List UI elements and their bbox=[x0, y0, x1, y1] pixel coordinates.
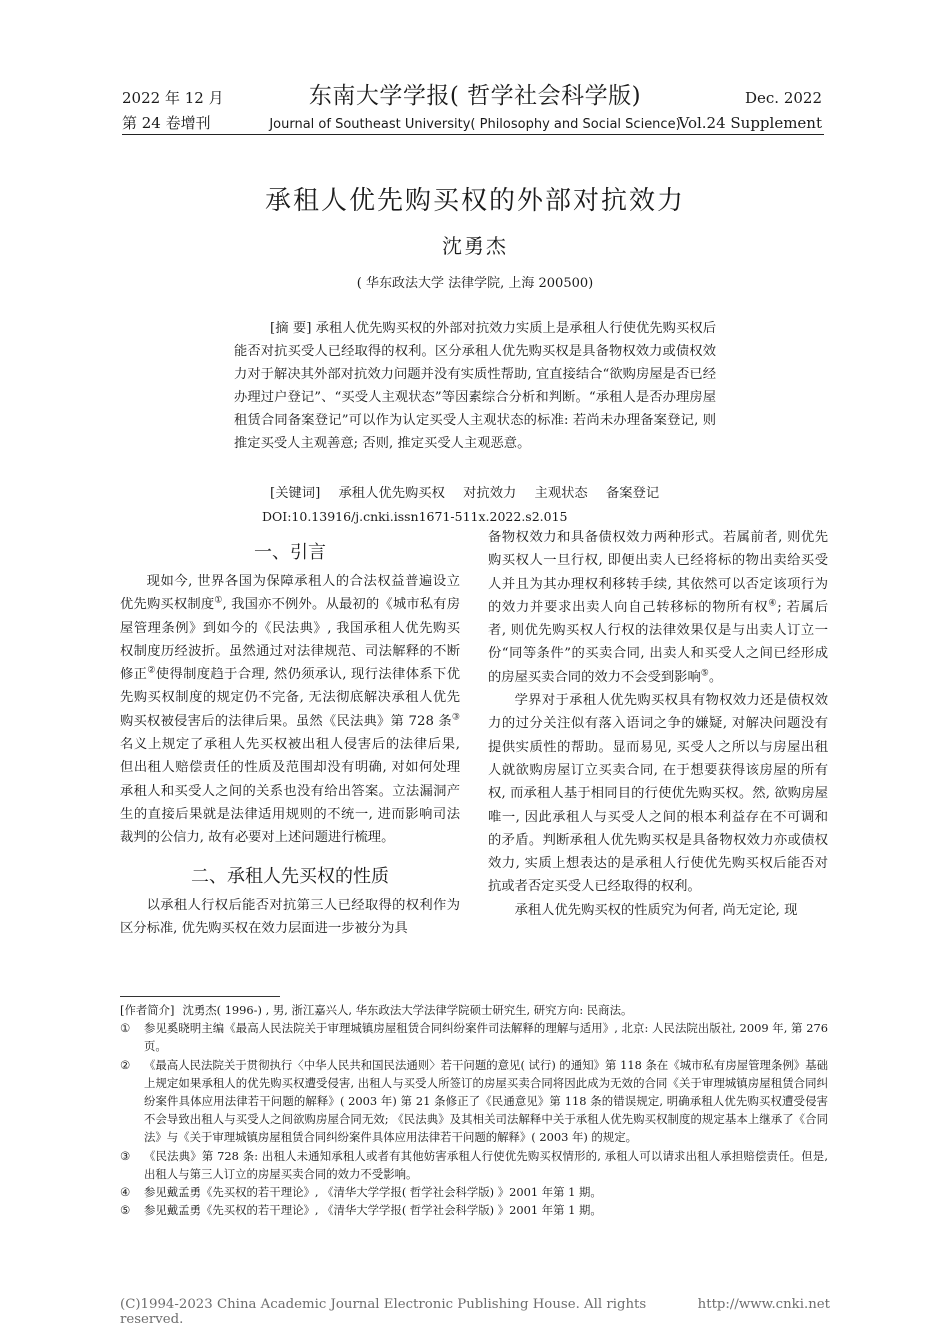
footnote-item bbox=[120, 1019, 828, 1055]
header-rule bbox=[122, 134, 824, 135]
keyword-item: 承租人优先购买权 bbox=[338, 486, 445, 501]
author-note-text: 沈勇杰( 1996-) , 男, 浙江嘉兴人, 华东政法大学法律学院硕士研究生, 研究方向: 民商法。 bbox=[182, 1003, 633, 1017]
body-paragraph: 承租人优先购买权的性质究为何者, 尚无定论, 现 bbox=[514, 902, 798, 918]
keywords bbox=[270, 483, 730, 505]
text-run: 。 bbox=[708, 669, 723, 685]
issue-date-cn: 2022 年 12 月 bbox=[122, 89, 224, 107]
footnote-text: 参见戴孟勇《先买权的若干理论》, 《清华大学学报( 哲学社会科学版) 》2001 年第 1 期。 bbox=[144, 1203, 602, 1218]
copyright-notice: (C)1994-2023 China Academic Journal Electronic Publishing House. All rights reserved. bbox=[120, 1297, 647, 1327]
footnote-item bbox=[120, 1056, 828, 1147]
footnote-mark: ① bbox=[120, 1021, 131, 1036]
footnotes bbox=[120, 1001, 828, 1219]
journal-name-cn: 东南大学学报( 哲学社会科学版) bbox=[308, 83, 642, 109]
footnote-ref[interactable]: ③ bbox=[451, 712, 460, 723]
keywords-label: [关键词] bbox=[270, 486, 321, 501]
cnki-footer bbox=[120, 1297, 830, 1327]
footnote-text: 参见戴孟勇《先买权的若干理论》, 《清华大学学报( 哲学社会科学版) 》2001 年第 1 期。 bbox=[144, 1185, 602, 1200]
keyword-item: 对抗效力 bbox=[463, 486, 517, 501]
author-affiliation: ( 华东政法大学 法律学院, 上海 200500) bbox=[356, 276, 594, 291]
article-author: 沈勇杰 bbox=[442, 234, 508, 258]
author-note-label: [作者简介] bbox=[120, 1003, 175, 1017]
footnote-rule bbox=[120, 996, 280, 997]
footnote-ref[interactable]: ① bbox=[214, 595, 223, 606]
section-heading-introduction: 一、引言 bbox=[254, 542, 326, 563]
abstract-label: [摘 要] bbox=[270, 321, 312, 336]
volume-cn: 第 24 卷增刊 bbox=[122, 114, 211, 132]
keyword-item: 备案登记 bbox=[605, 486, 660, 501]
section-heading-nature: 二、承租人先买权的性质 bbox=[191, 865, 389, 887]
footnote-item bbox=[120, 1147, 828, 1183]
body-paragraph bbox=[488, 526, 828, 689]
body-paragraph: 以承租人行权后能否对抗第三人已经取得的权利作为区分标准, 优先购买权在效力层面进一步被分为具 bbox=[120, 897, 460, 936]
footnote-mark: ② bbox=[120, 1057, 131, 1072]
abstract-text: 承租人优先购买权的外部对抗效力实质上是承租人行使优先购买权后能否对抗买受人已经取得的权利。区分承租人优先购买权是具备物权效力或债权效力对于解决其外部对抗效力问题并没有实质性帮助, 宜直接结合“欲购房屋是否已经办理过户登记”、“买受人主观状态”等因素综合分析和判断。“承租人是否办理房屋租赁合同备案登记”可以作为认定买受人主观状态的标准: 若尚未办理备案登记, 则推定买受人主观善意; 否则, 推定买受人主观恶意。 bbox=[234, 321, 716, 451]
text-run: 使得制度趋于合理, 然仍须承认, 现行法律体系下优先购买权制度的规定仍不完备, 无法彻底解决承租人优先购买权被侵害后的法律后果。虽然《民法典》第 728 条 bbox=[120, 667, 461, 729]
article-title: 承租人优先购买权的外部对抗效力 bbox=[264, 186, 685, 216]
footnote-text: 《最高人民法院关于贯彻执行〈中华人民共和国民法通则〉若干问题的意见( 试行) 的通知》第 118 条在《城市私有房屋管理条例》基础上规定如果承租人的优先购买权遭受侵害, 出租人与买受人所签订的房屋买卖合同将因此成为无效的合同《关于审理城镇房屋租赁合同纠纷案件具体应用法律若干问题的解释》( 2003 年) 第 21 条修正了《民通意见》第 118 条的错误规定, 明确承租人优先购买权遭受侵害不会导致出租人与买受人之间欲购房屋合同无效; 《民法典》及其相关司法解释中关于承租人优先购买权制度的规定基本上继承了《合同法》与《关于审理城镇房屋租赁合同纠纷案件具体应用法律若干问题的解释》( 2003 年) 的规定。 bbox=[144, 1057, 828, 1145]
text-run: 备物权效力和具备债权效力两种形式。若属前者, 则优先购买权人一旦行权, 即便出卖人已经将标的物出卖给买受人并且为其办理权利移转手续, 其依然可以否定该项行为的效力并要求出卖人向自己转移标的物所有权 bbox=[488, 530, 828, 615]
body-column-right bbox=[488, 526, 828, 922]
volume-en: Vol.24 Supplement bbox=[678, 114, 822, 132]
header-center bbox=[230, 80, 720, 135]
body-column-left bbox=[120, 536, 460, 940]
body-paragraph bbox=[120, 570, 460, 850]
footnote-item bbox=[120, 1201, 828, 1219]
cnki-url[interactable]: http://www.cnki.net bbox=[697, 1297, 830, 1312]
footnote-item bbox=[120, 1183, 828, 1201]
keyword-item: 主观状态 bbox=[534, 486, 588, 501]
footnote-text: 《民法典》第 728 条: 出租人未通知承租人或者有其他妨害承租人行使优先购买权情形的, 承租人可以请求出租人承担赔偿责任。但是, 出租人与第三人订立的房屋买卖合同的效力不受影响。 bbox=[144, 1148, 828, 1181]
footnote-mark: ③ bbox=[120, 1148, 131, 1163]
header-right bbox=[678, 86, 822, 136]
footnote-ref[interactable]: ④ bbox=[768, 598, 778, 609]
journal-name-en: Journal of Southeast University( Philosophy and Social Science) bbox=[269, 117, 681, 132]
abstract bbox=[234, 317, 716, 455]
footnote-ref[interactable]: ⑤ bbox=[700, 668, 709, 679]
footnote-mark: ④ bbox=[120, 1185, 131, 1200]
issue-date-en: Dec. 2022 bbox=[744, 89, 822, 107]
header-left bbox=[122, 86, 224, 136]
text-run: ; 若属后者, 则优先购买权人行权的法律效果仅是与出卖人订立一份“同等条件”的买卖合同, 出卖人和买受人之间已经形成的房屋买卖合同的效力不会受到影响 bbox=[488, 599, 828, 685]
footnote-ref[interactable]: ② bbox=[147, 665, 156, 676]
author-note bbox=[120, 1001, 828, 1019]
footnote-mark: ⑤ bbox=[120, 1203, 131, 1218]
text-run: , 我国亦不例外。从最初的《城市私有房屋管理条例》到如今的《民法典》, 我国承租人优先购买权制度历经波折。虽然通过对法律规范、司法解释的不断修正 bbox=[120, 597, 461, 683]
body-paragraph: 学界对于承租人优先购买权具有物权效力还是债权效力的过分关注似有落入语词之争的嫌疑, 对解决问题没有提供实质性的帮助。显而易见, 买受人之所以与房屋出租人就欲购房屋订立买卖合同, 在于想要获得该房屋的所有权, 而承租人基于相同目的行使优先购买权。然, 欲购房屋唯一, 因此承租人与买受人之间的根本利益存在不可调和的矛盾。判断承租人优先购买权是具备物权效力亦或债权效力, 实质上想表达的是承租人行使优先购买权后能否对抗或者否定买受人已经取得的权利。 bbox=[488, 693, 828, 895]
text-run: 现如今, 世界各国为保障承租人的合法权益普遍设立优先购买权制度 bbox=[120, 574, 460, 613]
footnote-text: 参见奚晓明主编《最高人民法院关于审理城镇房屋租赁合同纠纷案件司法解释的理解与适用》, 北京: 人民法院出版社, 2009 年, 第 276 页。 bbox=[144, 1021, 828, 1054]
doi: DOI:10.13916/j.cnki.issn1671-511x.2022.s2.015 bbox=[262, 509, 568, 524]
text-run: 名义上规定了承租人先买权被出租人侵害后的法律后果, 但出租人赔偿责任的性质及范围却没有明确, 对如何处理承租人和买受人之间的关系也没有给出答案。立法漏洞产生的直接后果就是法律适用规则的不统一, 进而影响司法裁判的公信力, 故有必要对上述问题进行梳理。 bbox=[120, 737, 460, 846]
